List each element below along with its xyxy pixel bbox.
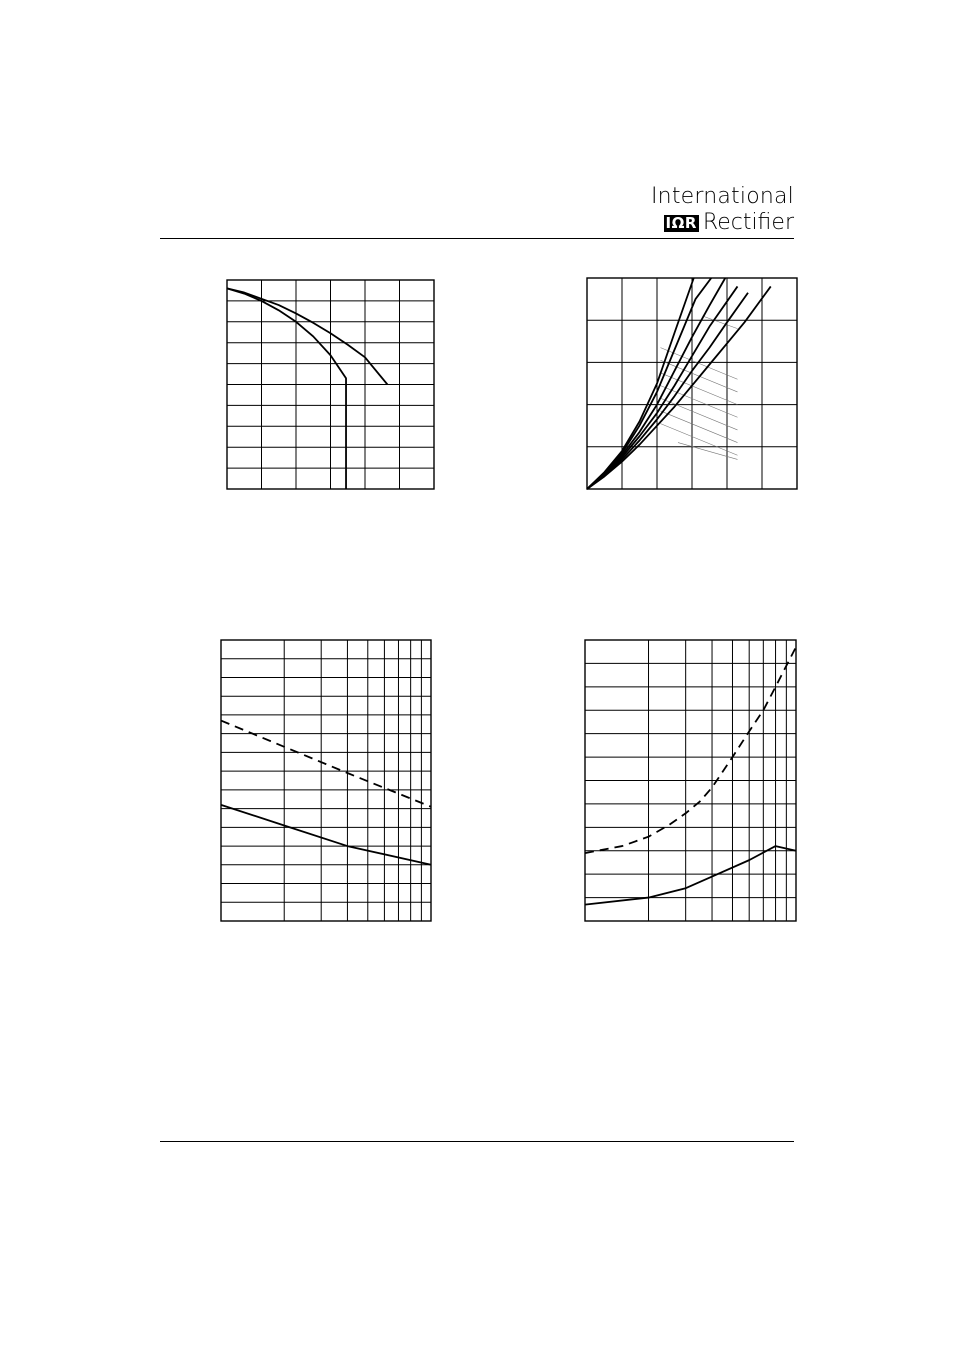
hatch-line (678, 443, 738, 460)
series-line (587, 293, 748, 489)
hatch-line (661, 398, 738, 430)
chart-bottom-right (585, 640, 796, 921)
chart-top-right (587, 278, 797, 489)
series-line (227, 288, 346, 489)
hatch-line (661, 411, 738, 443)
brand-name-line2: Rectifier (702, 210, 794, 235)
plot-frame (221, 640, 431, 921)
ir-logo-mark: IΩR (665, 213, 697, 232)
footer-rule (160, 1141, 794, 1142)
series-line (227, 288, 387, 384)
chart-top-left (227, 280, 434, 489)
series-line (585, 846, 796, 905)
brand-name-line2-row (651, 212, 794, 234)
hatch-line (703, 316, 738, 329)
hatch-line (661, 424, 738, 456)
series-line (587, 278, 694, 489)
brand-name-line1: International (650, 184, 794, 209)
series-line (587, 286, 738, 489)
series-line (221, 805, 431, 865)
brand-logo (651, 186, 794, 234)
series-line (585, 647, 796, 853)
header-rule (160, 238, 794, 239)
chart-bottom-left (221, 640, 431, 921)
